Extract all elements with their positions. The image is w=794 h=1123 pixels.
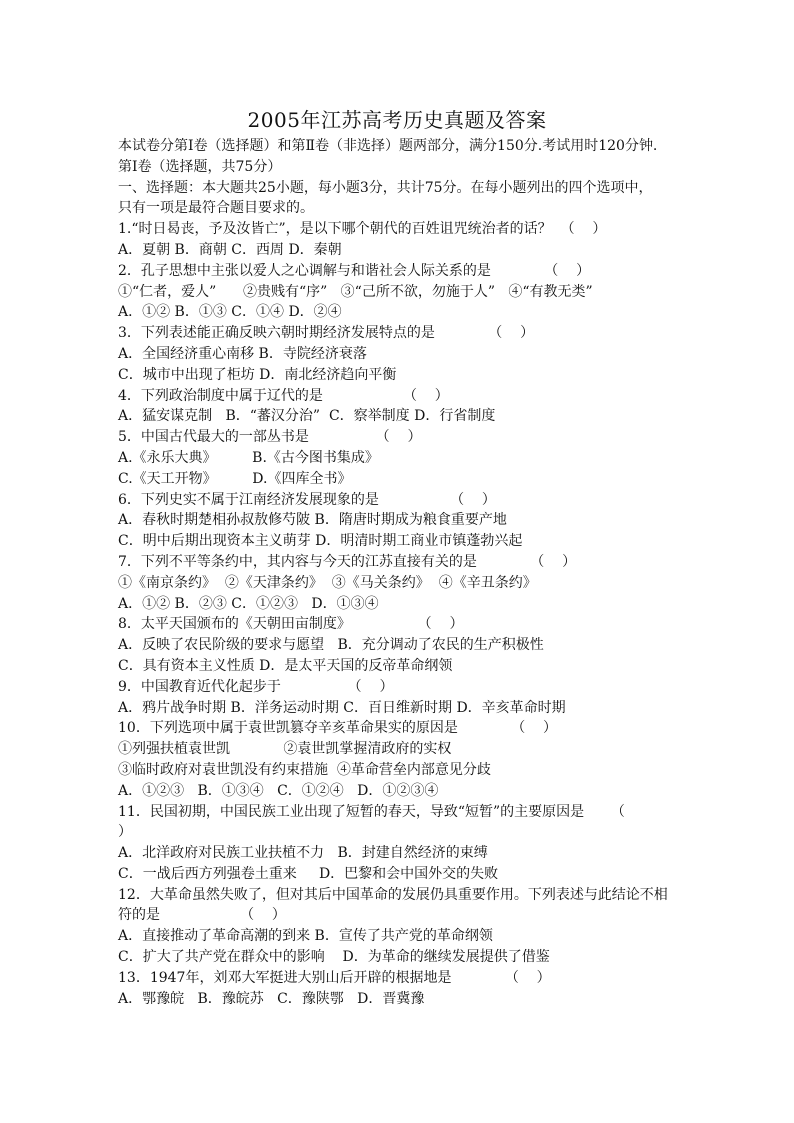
- text-line: 3．下列表述能正确反映六朝时期经济发展特点的是 （ ）: [118, 325, 535, 342]
- text-line: 一、选择题：本大题共25小题，每小题3分，共计75分。在每小题列出的四个选项中，: [118, 179, 653, 196]
- text-line: 12．大革命虽然失败了，但对其后中国革命的发展仍具重要作用。下列表述与此结论不相: [118, 886, 668, 903]
- text-line: 5．中国古代最大的一部丛书是 （ ）: [118, 429, 422, 446]
- text-line: A．①② B．①③ C．①④ D．②④: [118, 304, 342, 321]
- text-line: ①列强扶植袁世凯 ②袁世凯掌握清政府的实权: [118, 741, 452, 758]
- text-line: ①《南京条约》 ②《天津条约》 ③《马关条约》 ④《辛丑条约》: [118, 574, 537, 591]
- text-line: 11．民国初期，中国民族工业出现了短暂的春天，导致“短暂”的主要原因是 （: [118, 803, 625, 820]
- text-line: A.《永乐大典》 B.《古今图书集成》: [118, 449, 379, 466]
- exam-content: [118, 136, 678, 1009]
- text-line: ①“仁者，爱人” ②贵贱有“序” ③“己所不欲，勿施于人” ④“有教无类”: [118, 283, 593, 300]
- text-line: 1.“时日曷丧，予及汝皆亡”，是以下哪个朝代的百姓诅咒统治者的话？ （ ）: [118, 221, 607, 238]
- text-line: A．①②③ B．①③④ C．①②④ D．①②③④: [118, 782, 439, 799]
- text-line: A．①② B．②③ C．①②③ D．①③④: [118, 595, 379, 612]
- text-line: 本试卷分第Ⅰ卷（选择题）和第Ⅱ卷（非选择）题两部分，满分150分.考试用时120分钟.: [118, 138, 658, 154]
- text-line: 7．下列不平等条约中，其内容与今天的江苏直接有关的是 （ ）: [118, 553, 577, 570]
- text-line: C．扩大了共产党在群众中的影响 D．为革命的继续发展提供了借鉴: [118, 949, 550, 966]
- text-line: 第Ⅰ卷（选择题，共75分）: [118, 158, 282, 175]
- text-line: 4．下列政治制度中属于辽代的是 （ ）: [118, 387, 449, 404]
- text-line: 符的是 （ ）: [118, 907, 286, 924]
- text-line: C.《天工开物》 D.《四库全书》: [118, 470, 352, 487]
- text-line: ）: [118, 824, 132, 841]
- text-line: A．猛安谋克制 B．“蕃汉分治” C．察举制度 D．行省制度: [118, 408, 496, 425]
- text-line: 8．太平天国颁布的《天朝田亩制度》 （ ）: [118, 616, 464, 633]
- text-line: C．明中后期出现资本主义萌芽 D．明清时期工商业市镇蓬勃兴起: [118, 533, 523, 550]
- text-line: 只有一项是最符合题目要求的。: [118, 200, 314, 217]
- text-line: 2．孔子思想中主张以爱人之心调解与和谐社会人际关系的是 （ ）: [118, 262, 591, 279]
- page-title: 2005年江苏高考历史真题及答案: [247, 108, 547, 132]
- text-line: A．全国经济重心南移 B．寺院经济衰落: [118, 345, 367, 362]
- text-line: A．鸦片战争时期 B．洋务运动时期 C．百日维新时期 D．辛亥革命时期: [118, 699, 566, 716]
- text-line: A．直接推动了革命高潮的到来 B．宣传了共产党的革命纲领: [118, 928, 493, 945]
- text-line: C．具有资本主义性质 D．是太平天国的反帝革命纲领: [118, 657, 453, 674]
- text-line: 13．1947年，刘邓大军挺进大别山后开辟的根据地是 （ ）: [118, 969, 551, 986]
- text-line: C．城市中出现了柜坊 D．南北经济趋向平衡: [118, 366, 397, 383]
- text-line: 9．中国教育近代化起步于 （ ）: [118, 678, 394, 695]
- text-line: C．一战后西方列强卷土重来 D．巴黎和会中国外交的失败: [118, 865, 499, 882]
- text-line: 6．下列史实不属于江南经济发展现象的是 （ ）: [118, 491, 496, 508]
- text-line: ③临时政府对袁世凯没有约束措施 ④革命营垒内部意见分歧: [118, 761, 491, 778]
- text-line: A．反映了农民阶级的要求与愿望 B．充分调动了农民的生产积极性: [118, 637, 544, 654]
- text-line: A．春秋时期楚相孙叔敖修芍陂 B．隋唐时期成为粮食重要产地: [118, 512, 507, 529]
- text-line: A．鄂豫皖 B．豫皖苏 C．豫陕鄂 D．晋冀豫: [118, 990, 425, 1007]
- text-line: A．北洋政府对民族工业扶植不力 B．封建自然经济的束缚: [118, 845, 488, 862]
- text-line: A．夏朝 B．商朝 C．西周 D．秦朝: [118, 241, 342, 258]
- text-line: 10．下列选项中属于袁世凯篡夺辛亥革命果实的原因是 （ ）: [118, 720, 558, 737]
